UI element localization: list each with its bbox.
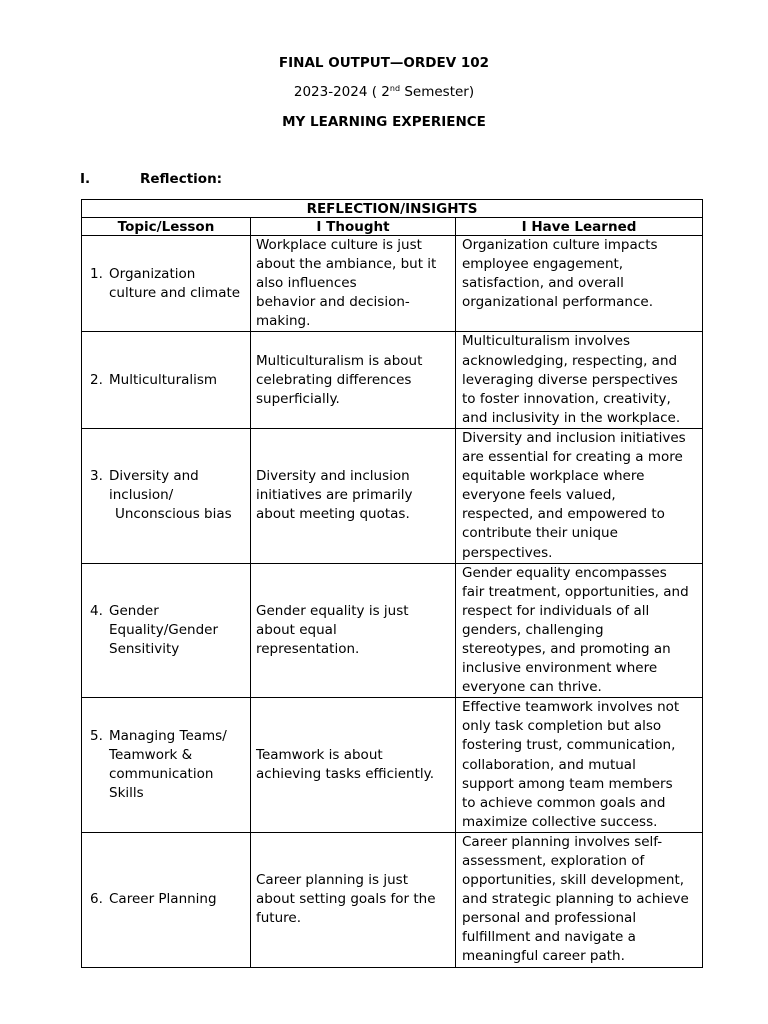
document-heading: MY LEARNING EXPERIENCE	[282, 114, 486, 130]
thought-line: Multiculturalism is about	[256, 352, 423, 369]
learned-line: genders, challenging	[462, 621, 604, 638]
learned-line: stereotypes, and promoting an	[462, 640, 671, 657]
learned-line: fostering trust, communication,	[462, 737, 676, 754]
learned-line: employee engagement,	[462, 256, 624, 273]
learned-line: maximize collective success.	[462, 813, 658, 830]
learned-line: inclusive environment where	[462, 660, 658, 677]
thought-cell	[251, 832, 456, 967]
year-suffix: Semester)	[400, 84, 475, 100]
school-year-line	[0, 83, 768, 101]
topic-cell	[82, 236, 251, 332]
thought-line: Diversity and inclusion	[256, 468, 410, 485]
learned-line: meaningful career path.	[462, 948, 625, 965]
learned-cell	[456, 832, 703, 967]
topic-number: 4.	[90, 602, 103, 619]
topic-line: Skills	[109, 785, 144, 802]
learned-line: assessment, exploration of	[462, 853, 645, 869]
thought-line: Teamwork is about	[256, 746, 383, 763]
learned-line: support among team members	[462, 775, 673, 792]
column-header-learned: I Have Learned	[456, 218, 703, 236]
learned-line: Organization culture impacts	[462, 237, 658, 253]
column-header-topic: Topic/Lesson	[82, 218, 251, 236]
thought-line: Gender equality is just	[256, 602, 409, 619]
table-row	[82, 332, 703, 428]
table-row	[82, 236, 703, 332]
learned-line: personal and professional	[462, 910, 637, 927]
learned-line: Effective teamwork involves not	[462, 699, 680, 716]
thought-cell	[251, 236, 456, 332]
learned-line: respected, and empowered to	[462, 506, 665, 523]
topic-number: 3.	[90, 468, 103, 485]
thought-line: making.	[256, 313, 311, 330]
topic-cell	[82, 832, 251, 967]
thought-line: representation.	[256, 640, 360, 657]
learned-line: fair treatment, opportunities, and	[462, 583, 689, 600]
thought-cell	[251, 332, 456, 428]
thought-cell	[251, 428, 456, 563]
learned-line: everyone feels valued,	[462, 487, 616, 504]
learned-line: opportunities, skill development,	[462, 872, 685, 889]
learned-cell	[456, 236, 703, 332]
topic-number: 2.	[90, 371, 103, 388]
learned-cell	[456, 698, 703, 833]
learned-line: Gender equality encompasses	[462, 564, 667, 581]
section-number: I.	[80, 171, 91, 187]
learned-cell	[456, 563, 703, 698]
thought-cell	[251, 698, 456, 833]
topic-cell	[82, 698, 251, 833]
topic-cell	[82, 428, 251, 563]
thought-line: about equal	[256, 621, 337, 638]
topic-cell	[82, 332, 251, 428]
topic-line: Equality/Gender	[109, 621, 219, 638]
learned-line: collaboration, and mutual	[462, 756, 636, 773]
topic-line: Gender	[109, 602, 159, 619]
learned-line: satisfaction, and overall	[462, 275, 624, 292]
table-row	[82, 428, 703, 563]
learned-line: equitable workplace where	[462, 468, 645, 485]
thought-line: about setting goals for the	[256, 891, 436, 908]
learned-line: and strategic planning to achieve	[462, 891, 689, 908]
thought-line: also influences	[256, 275, 357, 292]
learned-line: respect for individuals of all	[462, 602, 650, 619]
topic-line: Unconscious bias	[115, 506, 232, 523]
learned-cell	[456, 332, 703, 428]
thought-line: Workplace culture is just	[256, 237, 422, 253]
learned-line: Multiculturalism involves	[462, 333, 631, 350]
topic-line: culture and climate	[109, 284, 241, 301]
learned-cell	[456, 428, 703, 563]
learned-line: leveraging diverse perspectives	[462, 371, 678, 388]
reflection-table	[81, 199, 703, 968]
thought-line: superficially.	[256, 390, 340, 407]
learned-line: everyone can thrive.	[462, 679, 602, 696]
topic-line: Teamwork &	[109, 746, 193, 763]
thought-line: behavior and decision-	[256, 294, 410, 311]
learned-line: contribute their unique	[462, 525, 618, 542]
learned-line: acknowledging, respecting, and	[462, 352, 678, 369]
topic-line: Diversity and	[109, 468, 199, 485]
learned-line: and inclusivity in the workplace.	[462, 409, 681, 426]
topic-line: inclusion/	[109, 487, 174, 504]
learned-line: Career planning involves self-	[462, 833, 663, 850]
topic-line: Sensitivity	[109, 640, 180, 657]
section-label: Reflection:	[140, 171, 223, 187]
ordinal-suffix: nd	[389, 84, 401, 93]
thought-line: initiatives are primarily	[256, 487, 413, 504]
table-row	[82, 563, 703, 698]
learned-line: perspectives.	[462, 544, 553, 561]
thought-line: achieving tasks efficiently.	[256, 766, 434, 783]
learned-line: Diversity and inclusion initiatives	[462, 429, 686, 446]
topic-number: 6.	[90, 891, 103, 908]
table-row	[82, 698, 703, 833]
learned-line: fulfillment and navigate a	[462, 929, 636, 946]
topic-number: 5.	[90, 727, 103, 744]
thought-line: about meeting quotas.	[256, 506, 410, 523]
learned-line: are essential for creating a more	[462, 449, 683, 466]
topic-line: Multiculturalism	[109, 371, 218, 388]
year-prefix: 2023-2024 ( 2	[293, 84, 390, 100]
thought-line: future.	[256, 910, 302, 927]
topic-cell	[82, 563, 251, 698]
topic-number: 1.	[90, 265, 103, 282]
learned-line: to achieve common goals and	[462, 794, 666, 811]
learned-line: only task completion but also	[462, 718, 662, 735]
table-caption: REFLECTION/INSIGHTS	[82, 200, 703, 218]
column-header-thought: I Thought	[251, 218, 456, 236]
thought-line: Career planning is just	[256, 872, 408, 889]
topic-line: Organization	[109, 265, 196, 282]
topic-line: Career Planning	[109, 891, 217, 908]
thought-line: about the ambiance, but it	[256, 256, 437, 273]
topic-line: Managing Teams/	[109, 727, 227, 744]
document-title: FINAL OUTPUT—ORDEV 102	[278, 55, 490, 71]
table-row	[82, 832, 703, 967]
thought-cell	[251, 563, 456, 698]
thought-line: celebrating differences	[256, 371, 412, 388]
learned-line: to foster innovation, creativity,	[462, 390, 671, 407]
topic-line: communication	[109, 766, 214, 783]
learned-line: organizational performance.	[462, 294, 654, 311]
